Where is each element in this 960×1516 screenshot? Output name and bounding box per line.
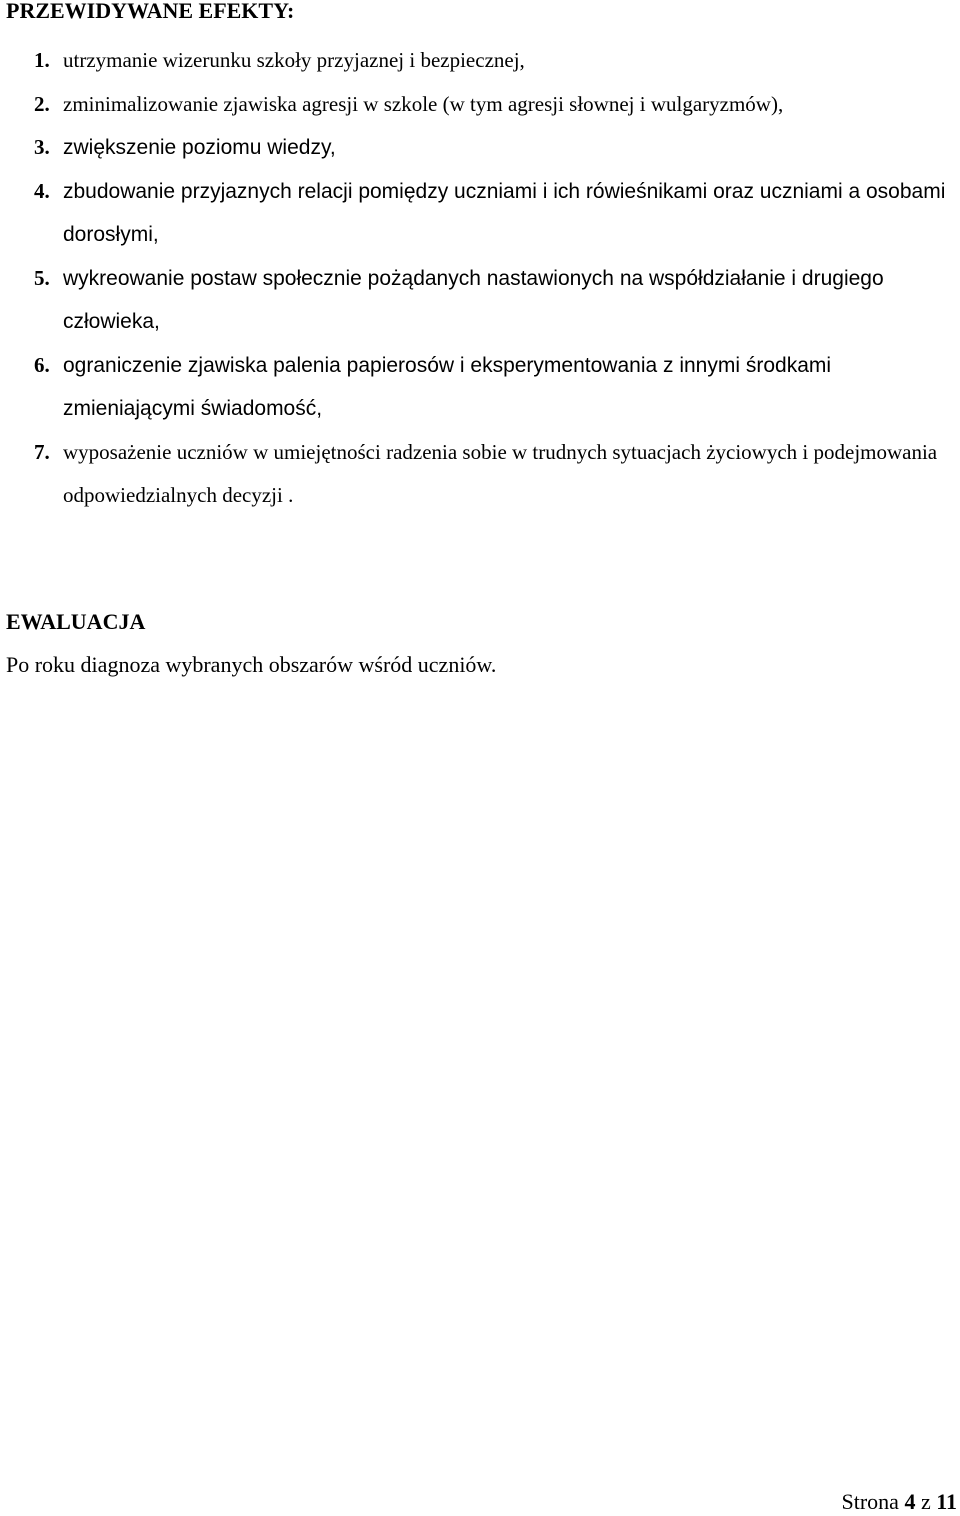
evaluation-text: Po roku diagnoza wybranych obszarów wśród uczniów. xyxy=(6,652,497,677)
list-item-number: 7. xyxy=(34,439,50,464)
list-item xyxy=(0,39,960,83)
list-item-text: zminimalizowanie zjawiska agresji w szkole (w tym agresji słownej i wulgaryzmów), xyxy=(63,91,784,116)
list-item xyxy=(0,344,960,431)
footer-current-page: 4 xyxy=(904,1489,916,1514)
evaluation-heading: EWALUACJA xyxy=(6,609,146,634)
effects-list xyxy=(0,39,960,518)
footer-total-pages: 11 xyxy=(936,1489,957,1514)
effects-heading: PRZEWIDYWANE EFEKTY: xyxy=(6,0,295,23)
list-item-number: 6. xyxy=(34,352,50,377)
page-number-footer xyxy=(841,1488,957,1516)
footer-prefix: Strona xyxy=(841,1489,899,1514)
list-item xyxy=(0,170,960,257)
footer-separator: z xyxy=(920,1489,931,1514)
list-item xyxy=(0,257,960,344)
list-item-text: wyposażenie uczniów w umiejętności radzenia sobie w trudnych sytuacjach życiowych i podejmowania odpowiedzialnych decyzji . xyxy=(63,439,938,507)
list-item-number: 3. xyxy=(34,135,50,159)
list-item-number: 1. xyxy=(34,48,50,72)
list-item xyxy=(0,126,960,170)
list-item-number: 5. xyxy=(34,265,50,290)
list-item-text: wykreowanie postaw społecznie pożądanych nastawionych na współdziałanie i drugiego człowieka, xyxy=(63,266,884,333)
list-item-number: 2. xyxy=(34,91,50,116)
list-item-number: 4. xyxy=(34,178,50,203)
list-item-text: zbudowanie przyjaznych relacji pomiędzy uczniami i ich rówieśnikami oraz uczniami a osobami dorosłymi, xyxy=(63,179,946,246)
list-item-text: zwiększenie poziomu wiedzy, xyxy=(63,136,336,159)
list-item-text: ograniczenie zjawiska palenia papierosów i eksperymentowania z innymi środkami zmieniającymi świadomość, xyxy=(63,353,832,420)
list-item xyxy=(0,431,960,518)
list-item xyxy=(0,83,960,127)
list-item-text: utrzymanie wizerunku szkoły przyjaznej i bezpiecznej, xyxy=(63,48,525,72)
